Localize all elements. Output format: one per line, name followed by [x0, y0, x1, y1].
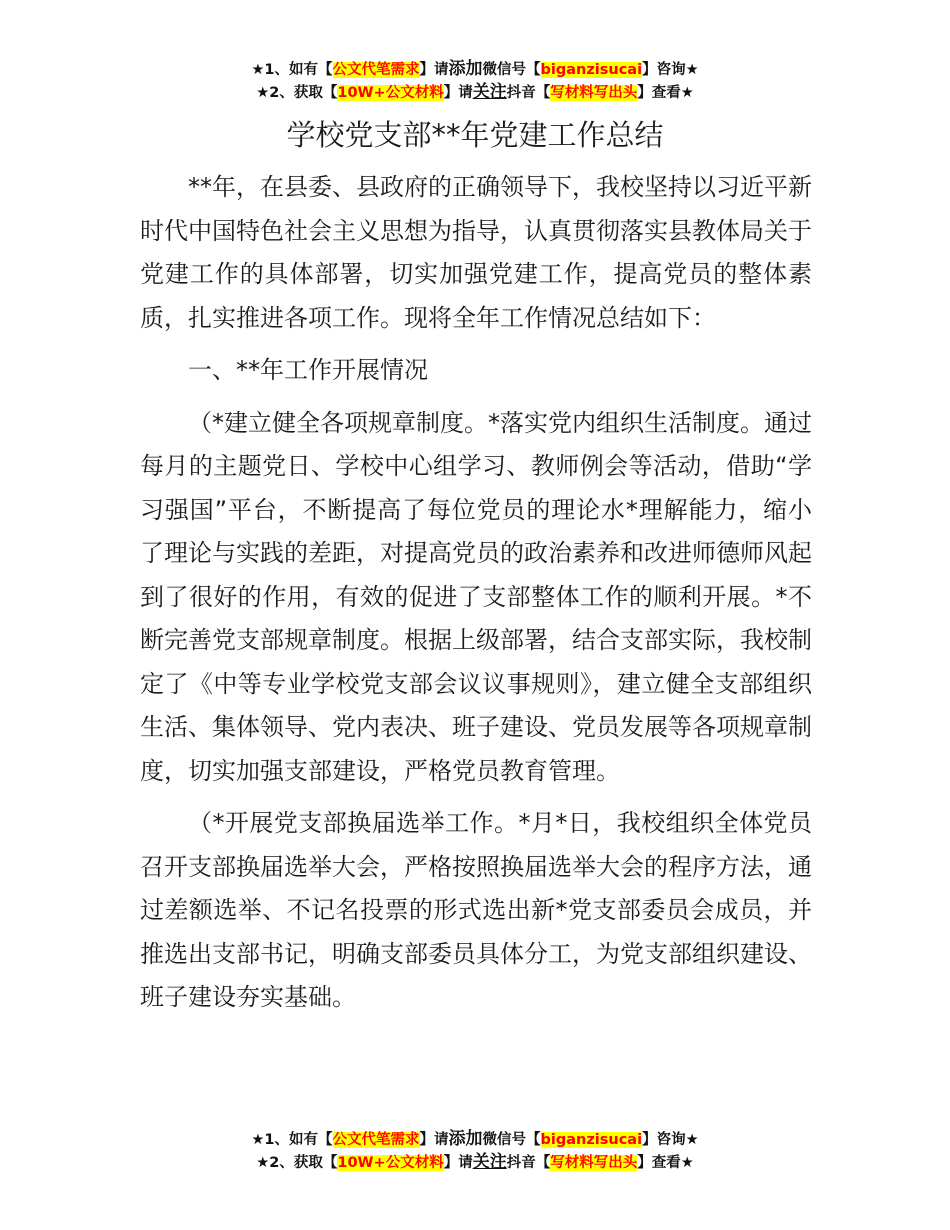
footer-banner — [0, 1128, 950, 1174]
banner-text: ★1、如有【 — [251, 1132, 333, 1148]
banner-text: 】请 — [419, 1132, 449, 1148]
banner-line-1 — [0, 1128, 950, 1151]
banner-highlight: biganzisucai — [540, 62, 643, 78]
header-banner — [0, 58, 950, 104]
banner-text: ★2、获取【 — [256, 85, 338, 101]
banner-highlight: 写材料写出头 — [550, 85, 638, 101]
banner-text: 抖音【 — [506, 85, 551, 101]
banner-text: 】咨询★ — [642, 62, 699, 78]
banner-emphasis: 关注 — [472, 1152, 507, 1172]
paragraph-election: （*开展党支部换届选举工作。*月*日，我校组织全体党员召开支部换届选举大会，严格按照换届选举大会的程序方法，通过差额选举、不记名投票的形式选出新*党支部委员会成员，并推选出支部书记，明确支部委员具体分工，为党支部组织建设、班子建设夯实基础。 — [140, 809, 812, 1011]
banner-highlight: biganzisucai — [540, 1132, 643, 1148]
document-body — [140, 166, 812, 1020]
banner-text: 】查看★ — [637, 1155, 694, 1171]
banner-highlight: 公文代笔需求 — [332, 1132, 420, 1148]
paragraph-intro: **年，在县委、县政府的正确领导下，我校坚持以习近平新时代中国特色社会主义思想为指导，认真贯彻落实县教体局关于党建工作的具体部署，切实加强党建工作，提高党员的整体素质，扎实推进各项工作。现将全年工作情况总结如下： — [140, 173, 812, 332]
banner-text: 微信号【 — [482, 62, 541, 78]
banner-text: ★2、获取【 — [256, 1155, 338, 1171]
banner-text: 】查看★ — [637, 85, 694, 101]
banner-line-2 — [0, 1151, 950, 1174]
banner-text: 抖音【 — [506, 1155, 551, 1171]
banner-text: 微信号【 — [482, 1132, 541, 1148]
banner-text: 】请 — [443, 1155, 473, 1171]
paragraph-rules: （*建立健全各项规章制度。*落实党内组织生活制度。通过每月的主题党日、学校中心组学习、教师例会等活动，借助“学习强国”平台，不断提高了每位党员的理论水*理解能力，缩小了理论与实践的差距，对提高党员的政治素养和改进师德师风起到了很好的作用，有效的促进了支部整体工作的顺利开展。*不断完善党支部规章制度。根据上级部署，结合支部实际，我校制定了《中等专业学校党支部会议议事规则》，建立健全支部组织生活、集体领导、党内表决、班子建设、党员发展等各项规章制度，切实加强支部建设，严格党员教育管理。 — [140, 408, 812, 785]
banner-emphasis: 添加 — [448, 1129, 483, 1149]
banner-text: 】请 — [443, 85, 473, 101]
banner-text: ★1、如有【 — [251, 62, 333, 78]
document-title: 学校党支部**年党建工作总结 — [286, 118, 664, 152]
banner-highlight: 10W+公文材料 — [337, 1155, 444, 1171]
banner-highlight: 公文代笔需求 — [332, 62, 420, 78]
banner-line-1 — [0, 58, 950, 81]
banner-line-2 — [0, 81, 950, 104]
banner-text: 】请 — [419, 62, 449, 78]
section-heading: 一、**年工作开展情况 — [188, 356, 428, 384]
banner-highlight: 10W+公文材料 — [337, 85, 444, 101]
banner-emphasis: 关注 — [472, 82, 507, 102]
banner-text: 】咨询★ — [642, 1132, 699, 1148]
banner-emphasis: 添加 — [448, 59, 483, 79]
banner-highlight: 写材料写出头 — [550, 1155, 638, 1171]
